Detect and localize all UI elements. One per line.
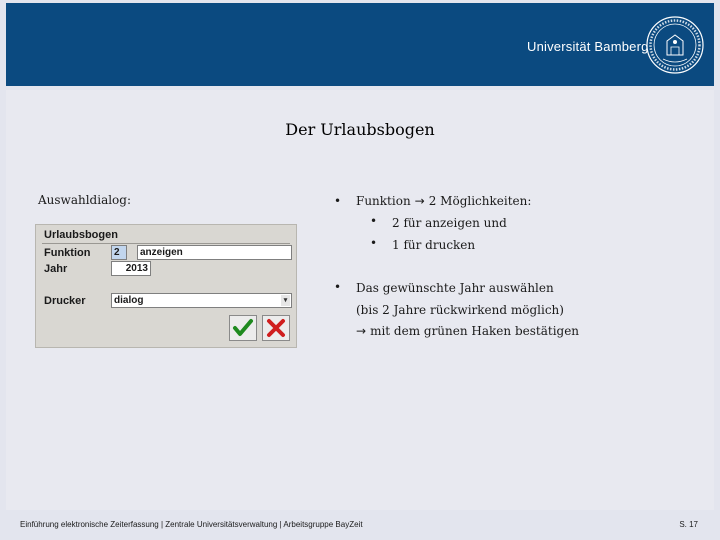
arrow-right-icon: → [356, 324, 367, 338]
urlaubsbogen-dialog [35, 224, 297, 348]
dialog-divider [42, 243, 290, 244]
funktion-select[interactable] [137, 245, 292, 260]
confirm-button[interactable] [229, 315, 257, 341]
sub-bullet-anzeigen: 2 für anzeigen und [392, 216, 507, 230]
page-number: S. 17 [679, 520, 698, 529]
jahr-value: 2013 [125, 263, 148, 274]
sub-bullet-drucken: 1 für drucken [392, 238, 476, 252]
red-x-icon [263, 316, 289, 340]
bullet-jahr-line3 [356, 324, 579, 338]
funktion-label: Funktion [44, 247, 91, 259]
drucker-value: dialog [114, 295, 144, 306]
sub-bullet-marker: • [370, 214, 378, 228]
bullet-marker: • [334, 280, 342, 294]
bullet-funktion-after: 2 Möglichkeiten: [428, 194, 532, 208]
slide-title: Der Urlaubsbogen [285, 120, 435, 139]
sub-bullet-marker: • [370, 236, 378, 250]
drucker-select[interactable] [111, 293, 292, 308]
university-name: Universität Bamberg [527, 39, 649, 54]
chevron-down-icon[interactable]: ▾ [281, 295, 290, 306]
university-seal-icon [645, 15, 705, 75]
dialog-title: Urlaubsbogen [44, 229, 118, 241]
funktion-code-field[interactable] [111, 245, 127, 260]
bullet-funktion [356, 194, 531, 208]
drucker-label: Drucker [44, 295, 86, 307]
funktion-code-value: 2 [114, 247, 120, 258]
bullet-jahr-line1: Das gewünschte Jahr auswählen [356, 281, 554, 295]
bullet-marker: • [334, 194, 342, 208]
green-check-icon [230, 316, 256, 340]
jahr-field[interactable] [111, 261, 151, 276]
bullet-jahr-line2: (bis 2 Jahre rückwirkend möglich) [356, 303, 564, 317]
funktion-select-value: anzeigen [140, 247, 183, 258]
jahr-label: Jahr [44, 263, 68, 275]
bullet-funktion-before: Funktion [356, 194, 411, 208]
dialog-caption: Auswahldialog: [38, 193, 132, 207]
cancel-button[interactable] [262, 315, 290, 341]
arrow-right-icon: → [414, 194, 425, 208]
bullet-jahr-line3-text: mit dem grünen Haken bestätigen [370, 324, 580, 338]
footer-text: Einführung elektronische Zeiterfassung | Zentrale Universitätsverwaltung | Arbeitsgruppe BayZeit [20, 520, 363, 529]
